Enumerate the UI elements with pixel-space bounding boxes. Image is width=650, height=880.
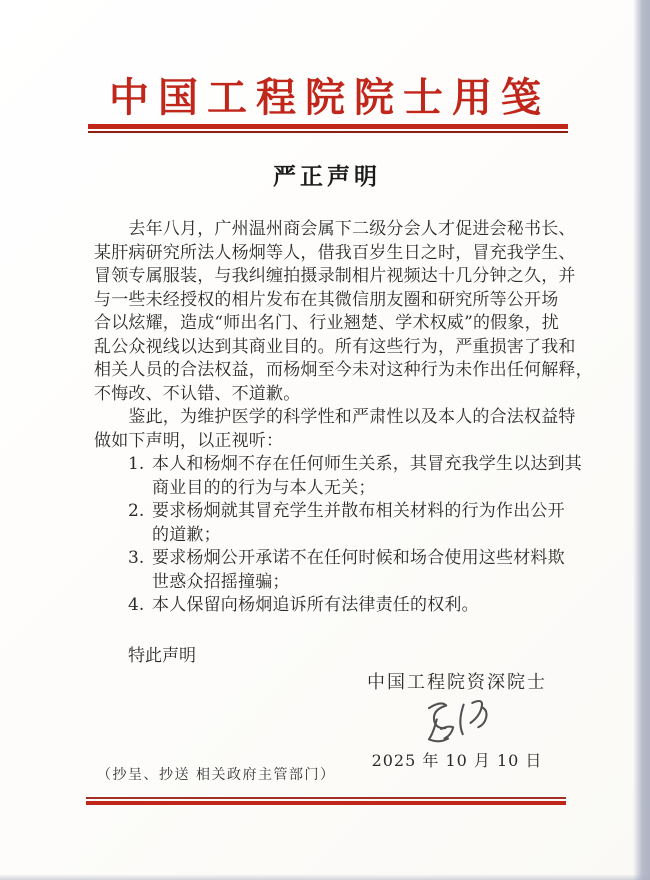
letterhead-title: 中国工程院院士用笺: [109, 75, 550, 120]
list-item-number: 2.: [128, 501, 145, 521]
declaration-list: [128, 453, 582, 618]
paragraph-line: 与一些未经授权的相片发布在其微信朋友圈和研究所等公开场: [94, 289, 559, 310]
cc-note: （抄呈、抄送 相关政府主管部门）: [97, 767, 336, 783]
page-bottom-shadow: [0, 874, 650, 880]
paragraph-line: 冒领专属服装，与我纠缠拍摄录制相片视频达十几分钟之久，并: [94, 266, 576, 286]
closing-phrase: 特此声明: [128, 645, 196, 666]
paragraph-line: 乱公众视线以达到其商业目的。所有这些行为，严重损害了我和: [94, 336, 576, 357]
paragraph-line: 合以炫耀，造成“师出名门、行业翘楚、学术权威”的假象，扰: [94, 313, 559, 333]
list-item-line: 世惑众招摇撞骗；: [152, 571, 290, 592]
list-item-line: 要求杨炯公开承诺不在任何时候和场合使用这些材料欺: [152, 548, 565, 568]
paragraph-line: 不悔改、不认错、不道歉。: [94, 383, 301, 404]
handwritten-signature: [396, 696, 517, 748]
paragraph-1: [94, 218, 593, 406]
statement-body: [94, 218, 593, 668]
declaration-list-item: [128, 453, 582, 500]
list-item-lines: [152, 453, 582, 500]
signer-title: 中国工程院资深院士: [367, 672, 547, 693]
footer-rule: [86, 797, 566, 805]
paragraph-line: 相关人员的合法权益，而杨炯至今未对这种行为未作出任何解释，: [94, 360, 593, 380]
list-item-line: 的道歉；: [152, 524, 221, 545]
footer-rule-thick: [86, 801, 566, 805]
paragraph-line: 某肝病研究所法人杨炯等人，借我百岁生日之时，冒充我学生、: [94, 242, 576, 263]
list-item-number: 4.: [128, 595, 145, 615]
declaration-list-item: [128, 547, 576, 594]
list-item-line: 要求杨炯就其冒充学生并散布相关材料的行为作出公开: [152, 501, 565, 521]
statement-title: 严正声明: [273, 164, 381, 190]
date: 2025 年 10 月 10 日: [371, 751, 543, 770]
declaration-list-item: [128, 500, 576, 547]
list-item-line: 本人保留向杨炯追诉所有法律责任的权利。: [152, 595, 479, 615]
letterhead-rule-thin: [88, 131, 568, 133]
list-item-number: 3.: [128, 548, 145, 568]
paragraph-2: [94, 406, 576, 453]
paragraph-line: 做如下声明，以正视听：: [94, 430, 284, 451]
list-item-lines: [152, 500, 565, 547]
letterhead-rule: [88, 124, 568, 133]
list-item-line: 本人和杨炯不存在任何师生关系，其冒充我学生以达到其: [152, 454, 582, 474]
declaration-list-item: [128, 594, 576, 618]
list-item-line: 商业目的的行为与本人无关；: [152, 477, 376, 498]
signature-block: [352, 668, 562, 771]
list-item-lines: [152, 547, 565, 594]
list-item-lines: [152, 594, 479, 618]
page-edge-shadow: [633, 0, 650, 880]
paragraph-line: 鉴此，为维护医学的科学性和严肃性以及本人的合法权益特: [94, 407, 576, 427]
list-item-number: 1.: [128, 454, 145, 474]
paragraph-line: 去年八月，广州温州商会属下二级分会人才促进会秘书长、: [94, 219, 576, 239]
